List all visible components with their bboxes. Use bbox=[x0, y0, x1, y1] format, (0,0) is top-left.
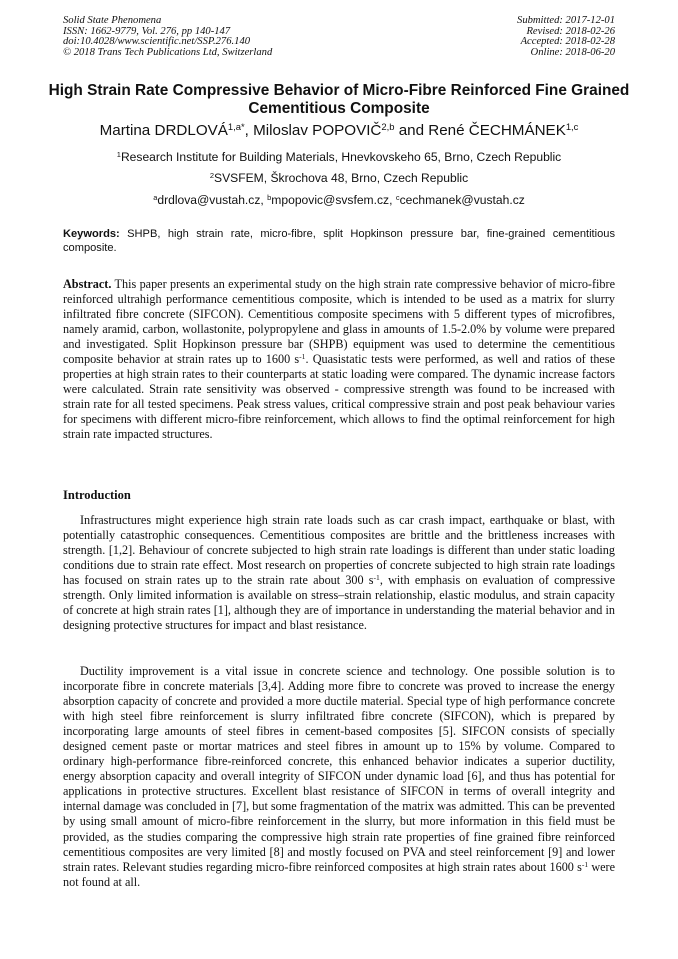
author-sup: 1,c bbox=[565, 120, 579, 132]
affiliation-1 bbox=[30, 150, 648, 164]
author-list bbox=[30, 122, 648, 140]
author-name: Miloslav POPOVIČ bbox=[253, 122, 382, 139]
email-address[interactable]: mpopovic@svsfem.cz bbox=[271, 193, 390, 207]
paragraph-text: Infrastructures might experience high strain rate loads such as car crash impact, earthquake or blast, with potentially catastrophic consequences. Cementitious composites are brittle and the brittleness increases with strength. [1,2]. Behaviour of concrete subjected to high strain rate loadings is different than under static loading conditions due to strain rate effect. Most research on properties of concrete subjected to high strain rate loadings has focused on strain rates up to the strain rate about 300 s bbox=[63, 513, 615, 588]
date-submitted: Submitted: 2017-12-01 bbox=[517, 15, 615, 26]
email-list: $^a$drdlova@vustah.cz, $^b$mpopovic@svsfem.cz, $^c$cechmanek@vustah.cz bbox=[153, 192, 525, 207]
keywords-text: SHPB, high strain rate, micro-fibre, split Hopkinson pressure bar, fine-grained cementitious composite. bbox=[63, 228, 615, 254]
affiliation-sup: 2 bbox=[209, 170, 215, 180]
paragraph-sup: -1 bbox=[581, 859, 589, 869]
keywords-label: Keywords: bbox=[63, 228, 120, 240]
affiliation-text: SVSFEM, Škrochova 48, Brno, Czech Republic bbox=[214, 171, 469, 185]
email-sup: c bbox=[395, 192, 400, 202]
paragraph-text: Ductility improvement is a vital issue in concrete science and technology. One possible solution is to incorporate fibre in concrete materials [3,4]. Adding more fibre to concrete was proved to increase the energy absorption capacity of concrete and provided a more ductile material. Special type of high performance concrete with high steel fibre reinforcement is slurry infiltrated fibre concrete (SIFCON), which is prepared by incorporating large amounts of steel fibres in cement-based composites [5]. SIFCON consists of specially designed cement paste or mortar matrices and steel fibres in amount up to 15% by volume. Compared to ordinary high-performance fibre-reinforced concrete, this enhanced behavior indicates a superior ductility, energy absorption capacity and overall integrity of SIFCON under dynamic load [6], and thus has potential for applications in protective structures. Excellent blast resistance of SIFCON in terms of overall integrity and internal damage was concluded in [7], but some fragmentation of the matrix was admitted. This can be prevented by using small amount of micro-fibre reinforcement in the slurry, but more information in this field must be provided, as the studies comparing the compressive high strain rate properties of fine grained fibre reinforced cementitious composites are very limited [8] and mostly focused on PVA and steel reinforcement [9] and lower strain rates. Relevant studies regarding micro-fibre reinforced composites at high strain rates about 1600 s bbox=[63, 664, 615, 874]
paragraph-text-cont: , with emphasis on evaluation of compressive strength. Only limited information is available on stress–strain relationship, elastic modulus, and strain capacity of concrete at high strain rates [1], although they are of importance in understanding the material behavior and in designing protective structures for impact and blast resistance. bbox=[63, 573, 615, 633]
abstract-sup: -1 bbox=[299, 352, 306, 362]
intro-paragraph-1 bbox=[63, 513, 615, 633]
paragraph-text-cont: were not found at all. bbox=[63, 859, 615, 889]
keywords bbox=[63, 228, 615, 256]
author-separator: , bbox=[244, 122, 254, 139]
abstract bbox=[63, 277, 615, 443]
date-revised: Revised: 2018-02-26 bbox=[526, 25, 615, 37]
publication-dates bbox=[517, 16, 615, 58]
author-separator: and bbox=[394, 122, 429, 139]
email-address[interactable]: drdlova@vustah.cz bbox=[157, 193, 261, 207]
abstract-text: This paper presents an experimental study on the high strain rate compressive behavior of micro-fibre reinforced ultrahigh performance cementitious composite, which is intended to be used as a matrix for slurry infiltrated fibre concrete (SIFCON). Cementitious composite specimens with 5 different types of microfibres, namely aramid, carbon, wollastonite, polypropylene and glass in amounts of 1.5-2.0% by volume were prepared and investigated. Split Hopkinson pressure bar (SHPB) equipment was used to determine the cementitious composite behavior at strain rates up to 1600 s bbox=[63, 277, 615, 367]
paper-title: High Strain Rate Compressive Behavior of Micro-Fibre Reinforced Fine Grained Cementitious Composite bbox=[48, 82, 630, 117]
email-sup: b bbox=[267, 192, 272, 202]
author-name: René ČECHMÁNEK bbox=[428, 122, 566, 139]
abstract-label: Abstract. bbox=[63, 277, 112, 291]
author-sup: 2,b bbox=[381, 120, 395, 132]
paragraph-sup: -1 bbox=[373, 573, 380, 583]
affiliation-text: Research Institute for Building Materials, Hnevkovskeho 65, Brno, Czech Republic bbox=[120, 150, 562, 164]
author-sup: 1,a* bbox=[227, 120, 245, 132]
journal-info bbox=[63, 16, 272, 58]
affiliation-sup: 1 bbox=[116, 149, 121, 159]
email-sup: a bbox=[153, 192, 158, 202]
date-online: Online: 2018-06-20 bbox=[530, 46, 615, 58]
journal-name: Solid State Phenomena bbox=[63, 15, 162, 26]
intro-paragraph-2 bbox=[63, 664, 615, 890]
journal-issn: ISSN: 1662-9779, Vol. 276, pp 140-147 bbox=[63, 25, 231, 37]
affiliation-2 bbox=[30, 171, 648, 185]
date-accepted: Accepted: 2018-02-28 bbox=[520, 36, 615, 48]
journal-doi: doi:10.4028/www.scientific.net/SSP.276.140 bbox=[63, 36, 251, 48]
section-heading-introduction: Introduction bbox=[63, 488, 131, 502]
abstract-text-cont: . Quasistatic tests were performed, as well and ratios of these properties at high strain rates to their counterparts at static loading were compared. The dynamic increase factors were calculated. Strain rate sensitivity was observed - compressive strength was found to be increased with strain rate for all tested specimens. Peak stress values, critical compressive strain and post peak behaviour varies for specimens with different micro-fibre reinforcement, which allows to find the optimal reinforcement for high strain rate impacted structures. bbox=[63, 352, 615, 442]
journal-copyright: © 2018 Trans Tech Publications Ltd, Switzerland bbox=[63, 46, 273, 58]
email-address[interactable]: cechmanek@vustah.cz bbox=[399, 193, 525, 207]
author-name: Martina DRDLOVÁ bbox=[99, 122, 228, 139]
